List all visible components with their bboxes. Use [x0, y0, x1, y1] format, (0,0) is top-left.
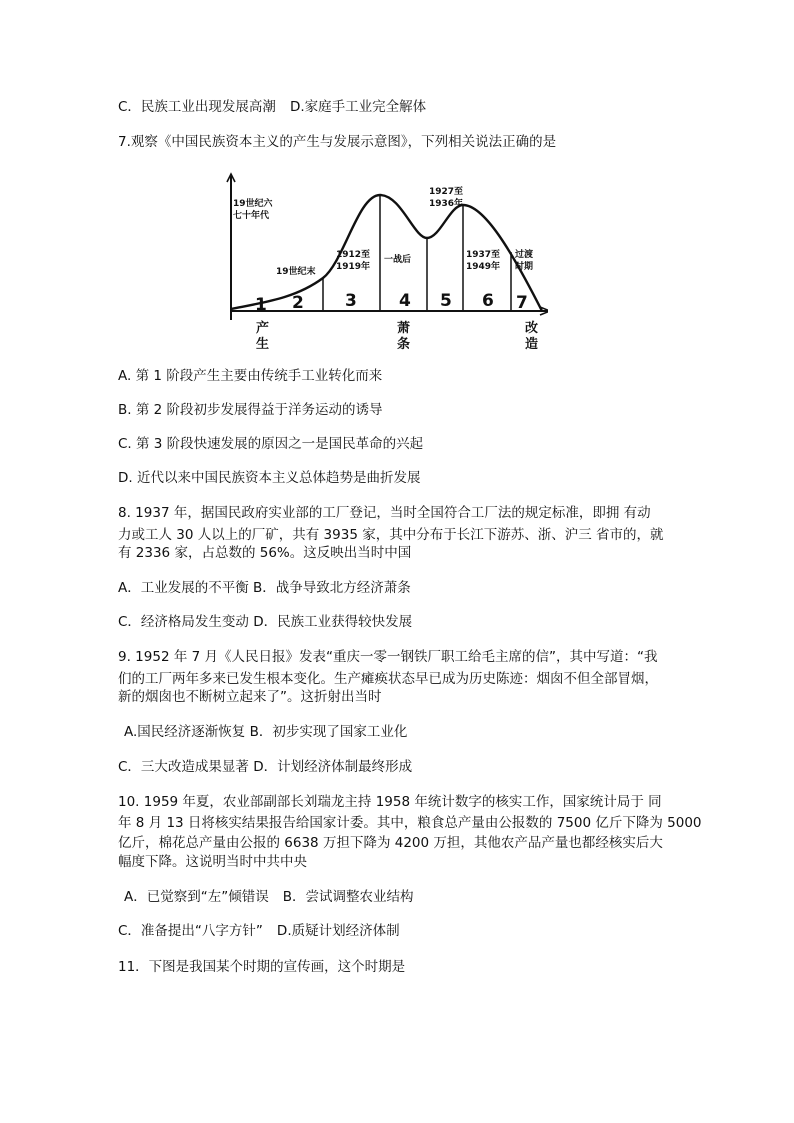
period-label-7a: 过渡: [515, 250, 534, 260]
q10-option-d: D.质疑计划经济体制: [276, 923, 400, 939]
q7-option-b: B. 第 2 阶段初步发展得益于洋务运动的诱导: [118, 402, 383, 418]
period-label-6a: 1937至: [466, 250, 501, 260]
period-label-1a: 19世纪六: [233, 199, 273, 209]
q11-stem: 11．下图是我国某个时期的宣传画，这个时期是: [118, 959, 406, 975]
period-label-1b: 七十年代: [233, 211, 270, 221]
q9-options-cd: C．三大改造成果显著 D．计划经济体制最终形成: [118, 759, 413, 775]
stage-number-6: 6: [482, 291, 494, 311]
stage-number-5: 5: [440, 291, 452, 311]
q10-option-a: A．已觉察到“左”倾错误: [124, 889, 269, 905]
q6-option-d: D.家庭手工业完全解体: [289, 99, 427, 115]
stage-number-3: 3: [345, 291, 357, 311]
q10-options-cd: [118, 922, 400, 940]
q6-options-cd: [118, 98, 426, 116]
q9-stem-line-2: 们的工厂两年多来已发生根本变化。生产瘫痪状态早已成为历史陈迹：烟囱不但全部冒烟，: [118, 671, 658, 687]
period-label-3a: 1912至: [336, 250, 371, 260]
q10-stem-line-3: 亿斤，棉花总产量由公报的 6638 万担下降为 4200 万担，其他农产品产量也都经核实后大: [118, 835, 663, 851]
stage-number-4: 4: [399, 291, 411, 311]
q7-option-a: A. 第 1 阶段产生主要由传统手工业转化而来: [118, 368, 383, 384]
period-label-2: 19世纪末: [276, 267, 316, 277]
q9-options-ab: A.国民经济逐渐恢复 B．初步实现了国家工业化: [124, 724, 408, 740]
q10-stem-line-1: 10. 1959 年夏，农业部副部长刘瑞龙主持 1958 年统计数字的核实工作，国家统计局于 同: [118, 794, 662, 810]
q10-stem-line-2: 年 8 月 13 日将核实结果报告给国家计委。其中，粮食总产量由公报数的 7500 亿斤下降为 5000: [118, 815, 702, 831]
period-label-7b: 时期: [515, 262, 534, 272]
q9-stem-line-3: 新的烟囱也不断树立起来了”。这折射出当时: [118, 689, 382, 705]
bottom-label-xiao: 萧: [397, 321, 411, 336]
stage-number-2: 2: [292, 293, 304, 313]
q7-option-d: D. 近代以来中国民族资本主义总体趋势是曲折发展: [118, 470, 421, 486]
capitalism-development-diagram: [226, 170, 548, 350]
period-label-3b: 1919年: [336, 262, 371, 272]
q8-options-ab: A．工业发展的不平衡 B．战争导致北方经济萧条: [118, 580, 411, 596]
period-label-4: 一战后: [384, 255, 412, 265]
q8-stem-line-2: 力或工人 30 人以上的厂矿，共有 3935 家，其中分布于长江下游苏、浙、沪三 省市的，就: [118, 527, 664, 543]
stage-number-1: 1: [255, 295, 267, 315]
q7-stem: 7.观察《中国民族资本主义的产生与发展示意图》，下列相关说法正确的是: [118, 134, 557, 150]
q10-stem-line-4: 幅度下降。这说明当时中共中央: [118, 854, 307, 870]
bottom-label-gai: 改: [525, 321, 539, 336]
bottom-label-tiao: 条: [397, 337, 411, 350]
period-label-5a: 1927至: [429, 187, 464, 197]
period-label-5b: 1936年: [429, 199, 464, 209]
bottom-label-sheng: 生: [256, 337, 270, 350]
period-label-6b: 1949年: [466, 262, 501, 272]
q10-option-b: B．尝试调整农业结构: [282, 889, 414, 905]
bottom-label-chan: 产: [256, 321, 270, 336]
q7-option-c: C. 第 3 阶段快速发展的原因之一是国民革命的兴起: [118, 436, 424, 452]
q9-stem-line-1: 9. 1952 年 7 月《人民日报》发表“重庆一零一钢铁厂职工给毛主席的信”，其中写道：“我: [118, 649, 658, 665]
q10-options-ab: [124, 888, 414, 906]
q10-option-c: C．准备提出“八字方针”: [118, 923, 263, 939]
q6-option-c: C．民族工业出现发展高潮: [118, 99, 276, 115]
stage-number-7: 7: [516, 293, 528, 313]
q8-options-cd: C．经济格局发生变动 D．民族工业获得较快发展: [118, 614, 413, 630]
q8-stem-line-3: 有 2336 家，占总数的 56%。这反映出当时中国: [118, 545, 412, 561]
bottom-label-zao: 造: [525, 337, 539, 350]
q8-stem-line-1: 8. 1937 年，据国民政府实业部的工厂登记，当时全国符合工厂法的规定标准，即拥 有动: [118, 505, 651, 521]
